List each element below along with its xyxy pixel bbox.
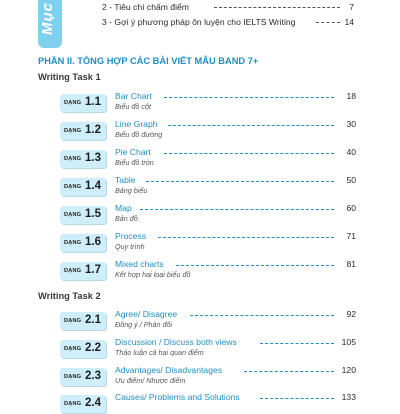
entry-badge: [60, 312, 106, 330]
entry-badge: [60, 206, 106, 224]
toc-top-item-page: 7: [349, 2, 354, 12]
entry-page: 133: [341, 392, 356, 402]
entry-subtitle: Bản đồ: [115, 214, 138, 223]
entry-subtitle: Đồng ý / Phản đối: [115, 320, 173, 329]
entry-badge: [60, 395, 106, 413]
side-tab-label: Mục: [39, 2, 56, 35]
entry-page: 71: [346, 231, 356, 241]
badge-word: DẠNG: [64, 240, 82, 246]
toc-entry[interactable]: [60, 337, 356, 359]
entry-subtitle: Biểu đồ đường: [115, 130, 163, 139]
entry-title: Mixed charts: [115, 259, 164, 269]
entry-subtitle: Kết hợp hai loại biểu đồ: [115, 270, 191, 279]
leader-dots: [176, 265, 334, 266]
toc-entry[interactable]: [60, 231, 356, 253]
entry-badge: [60, 340, 106, 358]
entry-subtitle: Biểu đồ tròn: [115, 158, 154, 167]
badge-number: 1.3: [85, 152, 101, 164]
badge-word: DẠNG: [64, 374, 82, 380]
badge-word: DẠNG: [64, 346, 82, 352]
badge-number: 1.7: [85, 264, 101, 276]
leader-dots: [190, 315, 334, 316]
entry-title: Agree/ Disagree: [115, 309, 178, 319]
toc-entry[interactable]: [60, 147, 356, 169]
toc-top-item-label: 3 - Gợi ý phương pháp ôn luyện cho IELTS Writing: [102, 17, 296, 27]
leader-dots: [316, 22, 340, 23]
entry-badge: [60, 234, 106, 252]
leader-dots: [158, 237, 334, 238]
leader-dots: [244, 371, 334, 372]
leader-dots: [140, 209, 334, 210]
entry-title: Table: [115, 175, 136, 185]
toc-entry[interactable]: [60, 259, 356, 281]
badge-number: 1.4: [85, 180, 101, 192]
badge-word: DẠNG: [64, 128, 82, 134]
badge-word: DẠNG: [64, 184, 82, 190]
entry-badge: [60, 262, 106, 280]
task2-title: Writing Task 2: [38, 291, 101, 301]
entry-subtitle: Quy trình: [115, 242, 145, 251]
entry-badge: [60, 368, 106, 386]
part-title: PHẦN II. TỔNG HỢP CÁC BÀI VIẾT MẪU BAND 7+: [38, 56, 259, 66]
entry-badge: [60, 150, 106, 168]
entry-page: 105: [341, 337, 356, 347]
leader-dots: [146, 181, 334, 182]
toc-entry[interactable]: [60, 392, 356, 414]
entry-page: 92: [346, 309, 356, 319]
badge-word: DẠNG: [64, 212, 82, 218]
leader-dots: [260, 398, 334, 399]
toc-entry[interactable]: [60, 365, 356, 387]
entry-page: 120: [341, 365, 356, 375]
badge-word: DẠNG: [64, 401, 82, 407]
entry-title: Pie Chart: [115, 147, 151, 157]
badge-word: DẠNG: [64, 318, 82, 324]
toc-top-item-label: 2 - Tiêu chí chấm điểm: [102, 2, 189, 12]
toc-entry[interactable]: [60, 175, 356, 197]
entry-subtitle: Ưu điểm/ Nhược điểm: [115, 376, 186, 385]
entry-badge: [60, 122, 106, 140]
leader-dots: [168, 125, 334, 126]
entry-page: 18: [346, 91, 356, 101]
badge-number: 2.2: [85, 342, 101, 354]
side-tab: [38, 0, 62, 48]
toc-top-item-page: 14: [344, 17, 354, 27]
toc-entry[interactable]: [60, 203, 356, 225]
badge-number: 2.4: [85, 397, 101, 409]
badge-number: 1.1: [85, 96, 101, 108]
badge-number: 2.1: [85, 314, 101, 326]
badge-word: DẠNG: [64, 268, 82, 274]
entry-page: 30: [346, 119, 356, 129]
toc-entry[interactable]: [60, 91, 356, 113]
entry-title: Advantages/ Disadvantages: [115, 365, 223, 375]
task1-title: Writing Task 1: [38, 72, 101, 82]
badge-word: DẠNG: [64, 156, 82, 162]
entry-badge: [60, 94, 106, 112]
entry-subtitle: Biểu đồ cột: [115, 102, 151, 111]
toc-entry[interactable]: [60, 119, 356, 141]
entry-title: Map: [115, 203, 132, 213]
badge-number: 1.6: [85, 236, 101, 248]
badge-number: 1.5: [85, 208, 101, 220]
leader-dots: [164, 153, 334, 154]
entry-page: 81: [346, 259, 356, 269]
toc-entry[interactable]: [60, 309, 356, 331]
entry-title: Bar Chart: [115, 91, 152, 101]
entry-title: Causes/ Problems and Solutions: [115, 392, 240, 402]
entry-title: Line Graph: [115, 119, 158, 129]
badge-number: 2.3: [85, 370, 101, 382]
entry-title: Process: [115, 231, 147, 241]
leader-dots: [260, 343, 334, 344]
leader-dots: [164, 97, 334, 98]
badge-word: DẠNG: [64, 100, 82, 106]
entry-title: Discussion / Discuss both views: [115, 337, 237, 347]
entry-badge: [60, 178, 106, 196]
entry-page: 60: [346, 203, 356, 213]
badge-number: 1.2: [85, 124, 101, 136]
entry-subtitle: Thảo luận cả hai quan điểm: [115, 348, 204, 357]
entry-page: 50: [346, 175, 356, 185]
entry-subtitle: Bảng biểu: [115, 186, 148, 195]
leader-dots: [214, 7, 340, 8]
entry-page: 40: [346, 147, 356, 157]
